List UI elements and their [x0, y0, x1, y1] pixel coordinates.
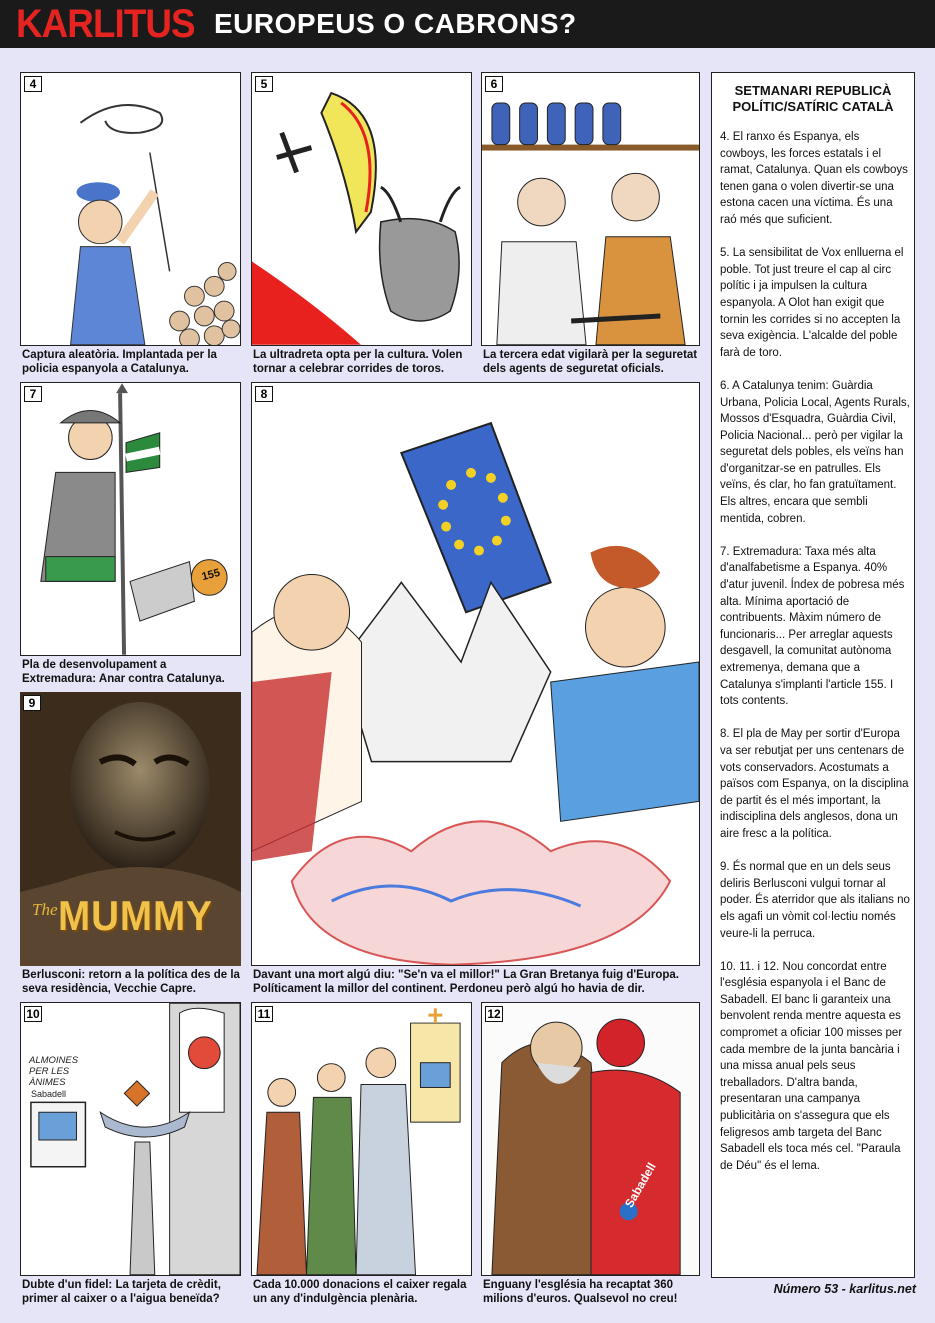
sabadell-shirt-label: Sabadell — [622, 1160, 659, 1210]
panel-number: 7 — [24, 386, 42, 402]
column-paragraph: 7. Extremadura: Taxa més alta d'analfabetisme a Espanya. 40% d'atur juvenil. Índex de pobresa més alta. Mínima aportació de contribuents. Màxim número de funcionaris... Per arreglar aquests desgavell, la comunitat autònoma extremenya, demana que a Catalunya s'implanti l'article 155. I tots contents. — [720, 545, 905, 708]
panel-9-caption: Berlusconi: retorn a la política des de la seva residència, Vecchie Capre. — [22, 969, 240, 995]
poster-title-the: The — [32, 900, 58, 919]
sabadell-label: Sabadell — [31, 1089, 67, 1099]
panel-11-caption: Cada 10.000 donacions el caixer regala un any d'indulgència plenària. — [253, 1279, 467, 1305]
panel-10-caption: Dubte d'un fidel: La tarjeta de crèdit, primer al caixer o a l'aigua beneïda? — [22, 1279, 221, 1305]
column-body — [720, 129, 910, 1191]
panel-4-caption: Captura aleatòria. Implantada per la policia espanyola a Catalunya. — [22, 349, 217, 375]
karlitus-logo[interactable]: KARLITUS — [16, 2, 195, 46]
header-bar — [0, 0, 935, 48]
conquistador-cannon-illustration — [21, 383, 240, 655]
panel-number: 9 — [23, 695, 41, 711]
column-paragraph: 5. La sensibilitat de Vox enlluerna el poble. Tot just treure el cap al circ polític i ja impulsen la cultura espanyola. A Olot han exigit que tornin les corrides si no accepten la seva exigència. L'alcalde del poble farà de toro. — [720, 247, 904, 359]
column-paragraph: 9. És normal que en un dels seus deliris Berlusconi vulgui tornar al poder. És aterridor que als italians no els agafi un vòmit col·lectiu només veure-li la perruca. — [720, 861, 910, 940]
comic-panel-11 — [251, 1002, 472, 1276]
panel-8-caption: Davant una mort algú diu: "Se'n va el millor!" La Gran Bretanya fuig d'Europa. Políticament la millor del continent. Perdoneu però algú ho havia de dir. — [253, 969, 679, 995]
page-title: EUROPEUS O CABRONS? — [214, 8, 577, 39]
comic-panel-10 — [20, 1002, 241, 1276]
panel-number: 10 — [24, 1006, 42, 1022]
policeman-lasso-illustration — [21, 73, 240, 345]
column-paragraph: 4. El ranxo és Espanya, els cowboys, les forces estatals i el ramat, Catalunya. Quan els cowboys tenen gana o volen divertir-se una estona cacen una víctima. És una raó més que suficient. — [720, 131, 908, 226]
article-155-badge: 155 — [200, 566, 222, 584]
panel-12-caption: Enguany l'església ha recaptat 360 milions d'euros. Qualsevol no creu! — [483, 1279, 678, 1305]
eu-card-house-illustration — [252, 383, 699, 965]
column-paragraph: 10. 11. i 12. Nou concordat entre l'església espanyola i el Banc de Sabadell. El banc li garanteix una benvolent renda mentre aquesta es compromet a oficiar 100 misses per cada membre de la junta bancària i una missa anual pels seus treballadors. D'altra banda, presentaran una campanya publicitària on s'assegura que els feligresos amb targeta del Banc Sabadell els toca més cel. "Paraula de Déu" és el lema. — [720, 960, 903, 1172]
panel-number: 5 — [255, 76, 273, 92]
poster-title-mummy: MUMMY — [58, 892, 213, 939]
comic-panel-12 — [481, 1002, 700, 1276]
panel-6-caption: La tercera edat vigilarà per la seguretat dels agents de seguretat oficials. — [483, 349, 698, 375]
comic-panel-8 — [251, 382, 700, 966]
panel-7-caption: Pla de desenvolupament a Extremadura: Anar contra Catalunya. — [22, 659, 225, 685]
issue-footer[interactable]: Número 53 - karlitus.net — [773, 1282, 916, 1296]
priest-and-devil-illustration — [482, 1003, 699, 1275]
comic-panel-9 — [20, 692, 241, 966]
panel-number: 11 — [255, 1006, 273, 1022]
comic-panel-4 — [20, 72, 241, 346]
panel-number: 6 — [485, 76, 503, 92]
column-paragraph: 8. El pla de May per sortir d'Europa va ser rebutjat per uns centenars de vots conservadors. Acostumats a països com Espanya, on la disciplina de partit és el més important, la indisciplina dels anglesos, dona un aire fresc a la política. — [720, 728, 909, 840]
comic-panel-5 — [251, 72, 472, 346]
elderly-guards-illustration — [482, 73, 699, 345]
comic-panel-7 — [20, 382, 241, 656]
bull-banner-illustration — [252, 73, 471, 345]
atm-holy-water-illustration — [21, 1003, 240, 1275]
panel-number: 4 — [24, 76, 42, 92]
column-paragraph: 6. A Catalunya tenim: Guàrdia Urbana, Policia Local, Agents Rurals, Mossos d'Esquadra, Guàrdia Civil, Policia Nacional... però per vigilar la seguretat dels pobles, els veïns han d'organitzar-se en patrulles. Els veïns, és clar, ho fan gratuïtament. Els altres, encara que sembli mentida, cobren. — [720, 379, 910, 525]
comic-panel-6 — [481, 72, 700, 346]
editorial-column — [711, 72, 915, 1278]
panel-number: 8 — [255, 386, 273, 402]
panel-number: 12 — [485, 1006, 503, 1022]
queue-at-atm-illustration — [252, 1003, 471, 1275]
column-title: SETMANARI REPUBLICÀ POLÍTIC/SATÍRIC CATALÀ — [732, 83, 894, 114]
alms-sign: ALMOINES PER LES ÀNIMES — [29, 1055, 79, 1088]
panel-5-caption: La ultradreta opta per la cultura. Volen tornar a celebrar corrides de toros. — [253, 349, 463, 375]
